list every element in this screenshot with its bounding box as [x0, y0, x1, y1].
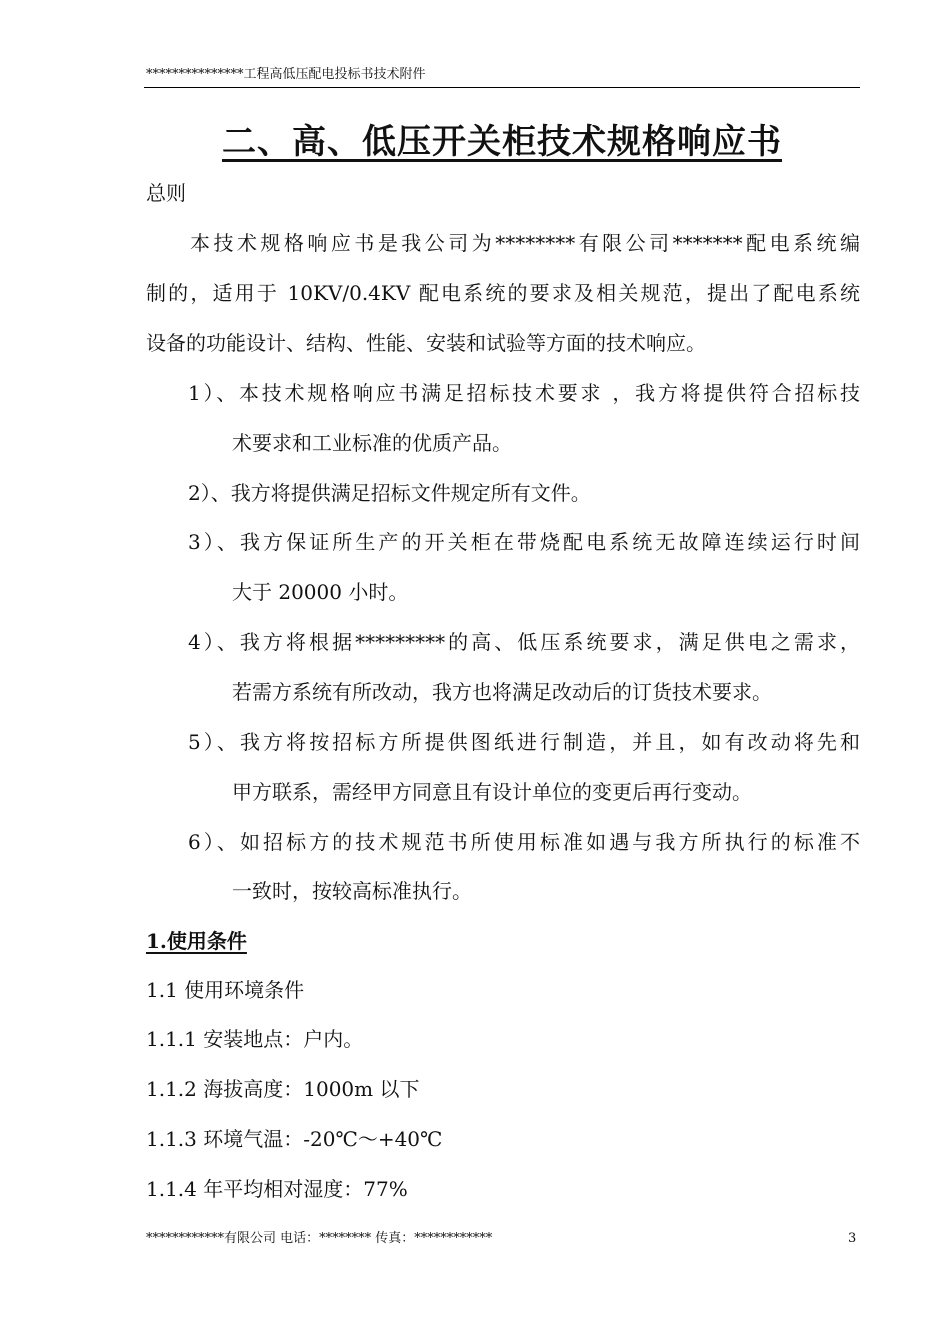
- general-heading: 总则: [146, 181, 186, 205]
- condition-1-1-1: 1.1.1 安装地点：户内。: [146, 1027, 364, 1051]
- list-item-6-line-1: 6）、如招标方的技术规范书所使用标准如遇与我方所执行的标准不: [188, 830, 860, 854]
- list-item-3-line-2: 大于 20000 小时。: [232, 580, 409, 604]
- list-item-6-line-2: 一致时，按较高标准执行。: [232, 879, 472, 903]
- header-rule: [144, 87, 860, 88]
- condition-1-1-3: 1.1.3 环境气温：-20℃～+40℃: [146, 1127, 443, 1151]
- page-number: 3: [848, 1231, 857, 1246]
- list-item-1-line-2: 术要求和工业标准的优质产品。: [232, 431, 512, 455]
- subsection-1-1: 1.1 使用环境条件: [146, 978, 305, 1002]
- list-item-5-line-2: 甲方联系，需经甲方同意且有设计单位的变更后再行变动。: [232, 780, 752, 804]
- list-item-4-line-1: 4）、我方将根据*********的高、低压系统要求，满足供电之需求，: [188, 630, 860, 654]
- condition-1-1-4: 1.1.4 年平均相对湿度：77%: [146, 1177, 408, 1201]
- list-item-2: 2）、我方将提供满足招标文件规定所有文件。: [188, 481, 591, 505]
- document-title: 二、高、低压开关柜技术规格响应书: [222, 122, 782, 162]
- condition-1-1-2: 1.1.2 海拔高度：1000m 以下: [146, 1077, 420, 1101]
- page-header-text: ***************工程高低压配电投标书技术附件: [146, 67, 426, 82]
- list-item-3-line-1: 3）、我方保证所生产的开关柜在带烧配电系统无故障连续运行时间: [188, 530, 860, 554]
- section-1-heading: 1.使用条件: [146, 929, 247, 953]
- intro-line-1: 本技术规格响应书是我公司为********有限公司*******配电系统编: [190, 231, 860, 255]
- list-item-1-line-1: 1）、本技术规格响应书满足招标技术要求 ，我方将提供符合招标技: [188, 381, 860, 405]
- intro-line-3: 设备的功能设计、结构、性能、安装和试验等方面的技术响应。: [146, 331, 706, 355]
- list-item-5-line-1: 5）、我方将按招标方所提供图纸进行制造，并且，如有改动将先和: [188, 730, 860, 754]
- intro-line-2: 制的，适用于 10KV/0.4KV 配电系统的要求及相关规范，提出了配电系统: [146, 281, 860, 305]
- list-item-4-line-2: 若需方系统有所改动，我方也将满足改动后的订货技术要求。: [232, 680, 772, 704]
- footer-contact: ************有限公司 电话：******** 传真：************: [146, 1231, 493, 1246]
